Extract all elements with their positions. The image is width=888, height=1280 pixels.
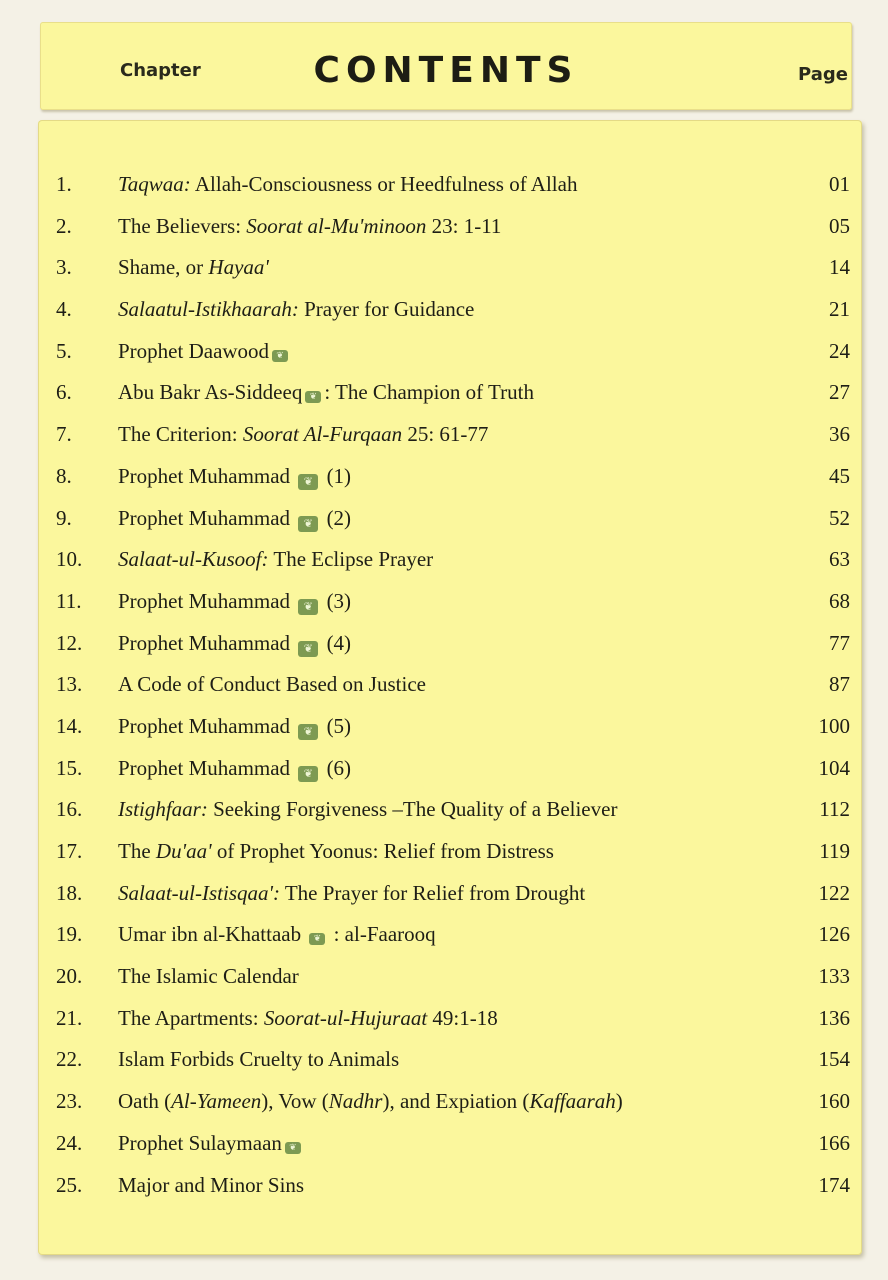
chapter-title [118, 1089, 623, 1114]
chapter-title-part: Al-Yameen [171, 1089, 262, 1114]
chapter-number: 18. [56, 880, 83, 905]
page-number: 27 [829, 380, 850, 405]
contents-header [40, 22, 852, 110]
chapter-title-part: (6) [321, 755, 352, 780]
chapter-title-part: Prayer for Guidance [298, 297, 475, 322]
page-number: 14 [829, 255, 850, 280]
chapter-title-part: The Eclipse Prayer [268, 547, 434, 572]
chapter-title [118, 547, 433, 572]
page-number: 24 [829, 338, 850, 363]
chapter-number: 19. [56, 922, 83, 947]
chapter-number: 11. [56, 588, 82, 613]
page-number: 68 [829, 588, 850, 613]
page-number: 112 [819, 797, 850, 822]
toc-entry[interactable] [38, 1131, 862, 1173]
chapter-title [118, 214, 501, 239]
toc-entry[interactable] [38, 214, 862, 256]
toc-entry[interactable] [38, 1089, 862, 1131]
chapter-title [118, 172, 577, 197]
chapter-title [118, 672, 426, 697]
chapter-title-part: The Prayer for Relief from Drought [279, 880, 586, 905]
chapter-title-part: Seeking Forgiveness –The Quality of a Believer [207, 797, 618, 822]
chapter-column-label: Chapter [120, 60, 201, 81]
page-column-label: Page [798, 64, 848, 85]
toc-entry[interactable] [38, 172, 862, 214]
toc-entry[interactable] [38, 881, 862, 923]
salutation-icon: ❦ [298, 516, 318, 532]
chapter-title-part: Istighfaar: [118, 797, 208, 822]
toc-entry[interactable] [38, 547, 862, 589]
salutation-icon: ❦ [272, 350, 288, 362]
chapter-title-part: Oath ( [118, 1089, 172, 1114]
page-number: 133 [818, 964, 850, 989]
page-number: 21 [829, 297, 850, 322]
chapter-number: 1. [56, 172, 72, 196]
chapter-title-part: : al-Faarooq [328, 922, 436, 947]
toc-entry[interactable] [38, 589, 862, 631]
chapter-title [118, 1173, 304, 1198]
chapter-title-part: Umar ibn al-Khattaab [118, 922, 307, 947]
chapter-title-part: Prophet Daawood [118, 338, 270, 363]
toc-entry[interactable] [38, 506, 862, 548]
page-title: CONTENTS [313, 50, 579, 91]
chapter-number: 3. [56, 255, 72, 280]
toc-entry[interactable] [38, 672, 862, 714]
toc-entry[interactable] [38, 631, 862, 673]
chapter-title-part: The Criterion: [118, 422, 243, 447]
chapter-title [118, 1006, 498, 1031]
chapter-title-part: ) [615, 1089, 623, 1114]
page-number: 87 [829, 672, 850, 697]
chapter-title-part: Prophet Muhammad [118, 630, 296, 655]
salutation-icon: ❦ [298, 599, 318, 615]
chapter-title-part: Abu Bakr As-Siddeeq [118, 380, 303, 405]
salutation-icon: ❦ [298, 474, 318, 490]
chapter-title-part: Prophet Muhammad [118, 505, 296, 530]
chapter-title-part: Prophet Muhammad [118, 463, 296, 488]
page-number: 45 [829, 463, 850, 488]
chapter-title-part: Allah-Consciousness or Heedfulness of Allah [190, 172, 578, 196]
chapter-number: 4. [56, 297, 72, 322]
page-number: 05 [829, 213, 850, 238]
chapter-title [118, 339, 291, 364]
chapter-title-part: Prophet Muhammad [118, 713, 296, 738]
page-number: 36 [829, 422, 850, 447]
page-number: 52 [829, 505, 850, 530]
page-number: 119 [819, 839, 850, 863]
chapter-title-part: The Islamic Calendar [118, 964, 299, 989]
chapter-number: 14. [56, 713, 83, 738]
chapter-number: 24. [56, 1130, 83, 1155]
chapter-title-part: Soorat Al-Furqaan [242, 422, 403, 447]
toc-entry[interactable] [38, 797, 862, 839]
salutation-icon: ❦ [285, 1142, 301, 1154]
toc-entry[interactable] [38, 1006, 862, 1048]
chapter-title-part: Salaat-ul-Istisqaa': [118, 880, 280, 905]
toc-entry[interactable] [38, 1173, 862, 1215]
chapter-title-part: Major and Minor Sins [118, 1172, 305, 1197]
chapter-title-part: (5) [321, 713, 352, 738]
salutation-icon: ❦ [305, 391, 321, 403]
chapter-title [118, 464, 351, 490]
chapter-title [118, 422, 488, 447]
chapter-number: 23. [56, 1089, 83, 1114]
contents-panel [38, 120, 862, 1255]
chapter-title-part: Islam Forbids Cruelty to Animals [118, 1047, 400, 1072]
page-number: 104 [818, 755, 850, 780]
chapter-title-part: Du'aa' [155, 839, 212, 863]
chapter-title-part: 25: 61-77 [402, 422, 489, 447]
chapter-title-part: ), Vow ( [261, 1089, 329, 1114]
chapter-title-part: 23: 1-11 [426, 213, 502, 238]
page-number: 01 [829, 172, 850, 196]
chapter-title-part: Kaffaarah [529, 1089, 616, 1114]
chapter-title-part: The [118, 839, 156, 863]
toc-entry[interactable] [38, 714, 862, 756]
chapter-number: 13. [56, 672, 83, 697]
chapter-number: 22. [56, 1047, 83, 1072]
chapter-title-part: The Apartments: [118, 1005, 264, 1030]
chapter-title-part: Prophet Sulaymaan [118, 1130, 282, 1155]
toc-entry[interactable] [38, 339, 862, 381]
chapter-number: 25. [56, 1172, 83, 1197]
chapter-number: 7. [56, 422, 72, 447]
chapter-title [118, 589, 351, 615]
salutation-icon: ❦ [298, 641, 318, 657]
chapter-number: 10. [56, 547, 83, 572]
page-number: 136 [818, 1005, 850, 1030]
page-number: 166 [818, 1130, 850, 1155]
toc-list [38, 172, 862, 1214]
chapter-number: 2. [56, 213, 72, 238]
chapter-title [118, 964, 299, 989]
chapter-title-part: 49:1-18 [427, 1005, 498, 1030]
chapter-title [118, 714, 351, 740]
toc-entry[interactable] [38, 297, 862, 339]
page-number: 160 [818, 1089, 850, 1114]
toc-entry[interactable] [38, 464, 862, 506]
chapter-number: 17. [56, 839, 83, 863]
salutation-icon: ❦ [309, 933, 325, 945]
salutation-icon: ❦ [298, 724, 318, 740]
chapter-title-part: (3) [321, 588, 352, 613]
chapter-title [118, 506, 351, 532]
toc-entry[interactable] [38, 922, 862, 964]
page-number: 77 [829, 630, 850, 655]
page-number: 63 [829, 547, 850, 572]
chapter-title [118, 297, 474, 322]
chapter-title [118, 631, 351, 657]
chapter-title-part: Soorat al-Mu'minoon [246, 213, 427, 238]
salutation-icon: ❦ [298, 766, 318, 782]
toc-entry[interactable] [38, 1047, 862, 1089]
chapter-title-part: Soorat-ul-Hujuraat [263, 1005, 428, 1030]
page-number: 122 [818, 880, 850, 905]
chapter-number: 15. [56, 755, 83, 780]
chapter-number: 9. [56, 505, 72, 530]
chapter-title-part: ), and Expiation ( [382, 1089, 530, 1114]
chapter-title [118, 380, 534, 405]
chapter-title [118, 797, 617, 822]
chapter-title [118, 756, 351, 782]
chapter-title [118, 922, 436, 947]
chapter-number: 12. [56, 630, 83, 655]
chapter-number: 20. [56, 964, 83, 989]
chapter-title [118, 255, 269, 280]
chapter-title-part: Salaatul-Istikhaarah: [118, 297, 299, 322]
chapter-title-part: : The Champion of Truth [324, 380, 534, 405]
page-number: 174 [818, 1172, 850, 1197]
chapter-title [118, 1131, 304, 1156]
chapter-number: 8. [56, 463, 72, 488]
chapter-title [118, 881, 585, 906]
chapter-title-part: of Prophet Yoonus: Relief from Distress [211, 839, 554, 863]
chapter-title-part: Taqwaa: [118, 172, 191, 196]
chapter-number: 16. [56, 797, 83, 822]
chapter-title-part: Shame, or [118, 255, 209, 280]
toc-entry[interactable] [38, 839, 862, 881]
chapter-title [118, 1047, 399, 1072]
chapter-title-part: Prophet Muhammad [118, 755, 296, 780]
chapter-title [118, 839, 554, 864]
page-number: 100 [818, 713, 850, 738]
toc-entry[interactable] [38, 380, 862, 422]
chapter-title-part: Prophet Muhammad [118, 588, 296, 613]
toc-entry[interactable] [38, 964, 862, 1006]
page-number: 154 [818, 1047, 850, 1072]
chapter-title-part: Hayaa' [208, 255, 269, 280]
chapter-title-part: A Code of Conduct Based on Justice [118, 672, 426, 697]
chapter-number: 21. [56, 1005, 83, 1030]
toc-entry[interactable] [38, 756, 862, 798]
chapter-number: 5. [56, 338, 72, 363]
chapter-number: 6. [56, 380, 72, 405]
chapter-title-part: (4) [321, 630, 352, 655]
page-number: 126 [818, 922, 850, 947]
chapter-title-part: The Believers: [118, 213, 247, 238]
toc-entry[interactable] [38, 255, 862, 297]
chapter-title-part: (2) [321, 505, 352, 530]
chapter-title-part: (1) [321, 463, 352, 488]
chapter-title-part: Salaat-ul-Kusoof: [118, 547, 269, 572]
toc-entry[interactable] [38, 422, 862, 464]
chapter-title-part: Nadhr [328, 1089, 383, 1114]
